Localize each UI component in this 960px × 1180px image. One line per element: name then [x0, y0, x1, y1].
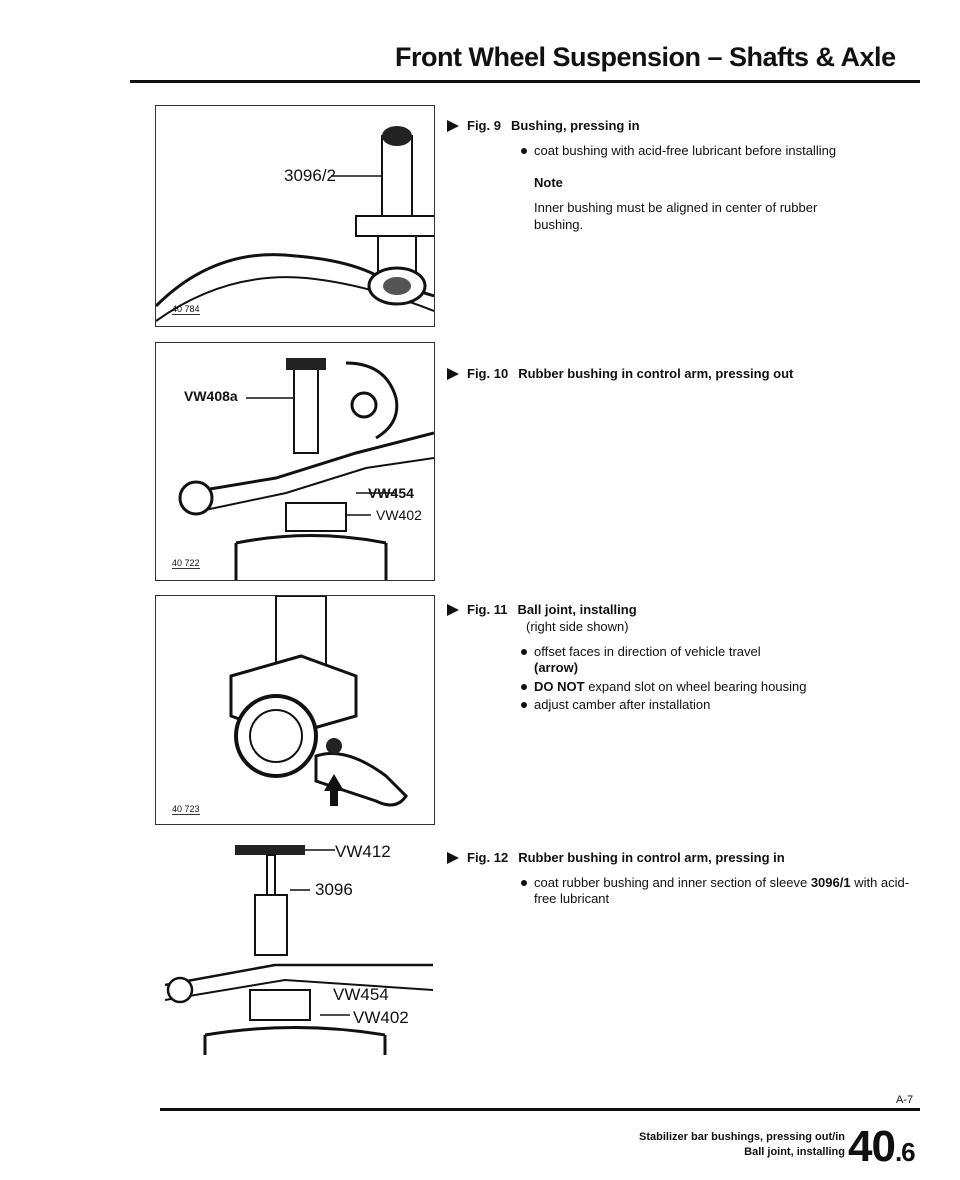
fig-11-title: Ball joint, installing: [517, 602, 637, 617]
figure-10-label-vw454: VW454: [368, 485, 414, 501]
fig-9-note-text: Inner bushing must be aligned in center of rubber bushing.: [534, 200, 818, 233]
figure-12-drawing: [155, 840, 433, 1065]
figure-10-image: [155, 342, 435, 581]
fig-11-number: Fig. 11: [467, 602, 508, 617]
pointer-arrow-icon: [447, 852, 459, 864]
fig-11-subtitle: (right side shown): [526, 619, 629, 634]
figure-9-image: [155, 105, 435, 327]
fig-9-note-heading: Note: [534, 175, 563, 191]
footer-line-2: Ball joint, installing: [744, 1145, 845, 1158]
figure-9-label-tool: 3096/2: [284, 166, 336, 185]
pointer-arrow-icon: [447, 604, 459, 616]
figure-12-image: [155, 840, 433, 1065]
figure-11-image: [155, 595, 435, 825]
figure-9-code: 40 784: [172, 304, 200, 314]
fig-12-title: Rubber bushing in control arm, pressing in: [518, 850, 785, 865]
figure-11-drawing: [156, 596, 434, 824]
fig-10-title: Rubber bushing in control arm, pressing out: [518, 366, 794, 381]
caption-fig-12: [447, 850, 917, 910]
fig-12-bullet-1: coat rubber bushing and inner section of sleeve 3096/1 with acid-free lubricant: [534, 875, 917, 908]
fig-11-bullet-1: offset faces in direction of vehicle travel (arrow): [534, 644, 917, 677]
header-rule: [130, 80, 920, 83]
footer-rule: [160, 1108, 920, 1111]
figure-12-label-vw412: VW412: [335, 842, 391, 861]
fig-11-bullet-3: adjust camber after installation: [534, 697, 917, 713]
footer-line-1: Stabilizer bar bushings, pressing out/in: [639, 1131, 845, 1143]
figure-11-code: 40 723: [172, 804, 200, 814]
fig-9-title: Bushing, pressing in: [510, 118, 640, 133]
figure-12-label-3096: 3096: [315, 880, 353, 899]
fig-10-number: Fig. 10: [467, 366, 509, 381]
figure-12-label-vw454: VW454: [333, 985, 389, 1004]
figure-10-label-vw408a: VW408a: [184, 388, 238, 404]
pointer-arrow-icon: [447, 368, 459, 380]
footer-topics: [639, 1130, 845, 1160]
fig-9-number: Fig. 9: [467, 118, 501, 133]
figure-9-drawing: [156, 106, 434, 326]
page-header: Front Wheel Suspension – Shafts & Axle: [395, 42, 896, 72]
fig-11-bullet-2: DO NOT expand slot on wheel bearing housing: [534, 679, 917, 695]
figure-10-code: 40 722: [172, 558, 200, 568]
fig-12-number: Fig. 12: [467, 850, 509, 865]
pointer-arrow-icon: [447, 120, 459, 132]
caption-fig-9: [447, 118, 917, 234]
figure-10-drawing: [156, 343, 434, 580]
caption-fig-11: [447, 602, 917, 715]
caption-fig-10: [447, 366, 917, 381]
figure-10-label-vw402: VW402: [376, 507, 422, 523]
section-number: 40.6: [848, 1122, 915, 1171]
page-code: A-7: [896, 1094, 914, 1106]
fig-9-bullet-1: coat bushing with acid-free lubricant before installing: [534, 143, 917, 159]
figure-12-label-vw402: VW402: [353, 1008, 409, 1027]
